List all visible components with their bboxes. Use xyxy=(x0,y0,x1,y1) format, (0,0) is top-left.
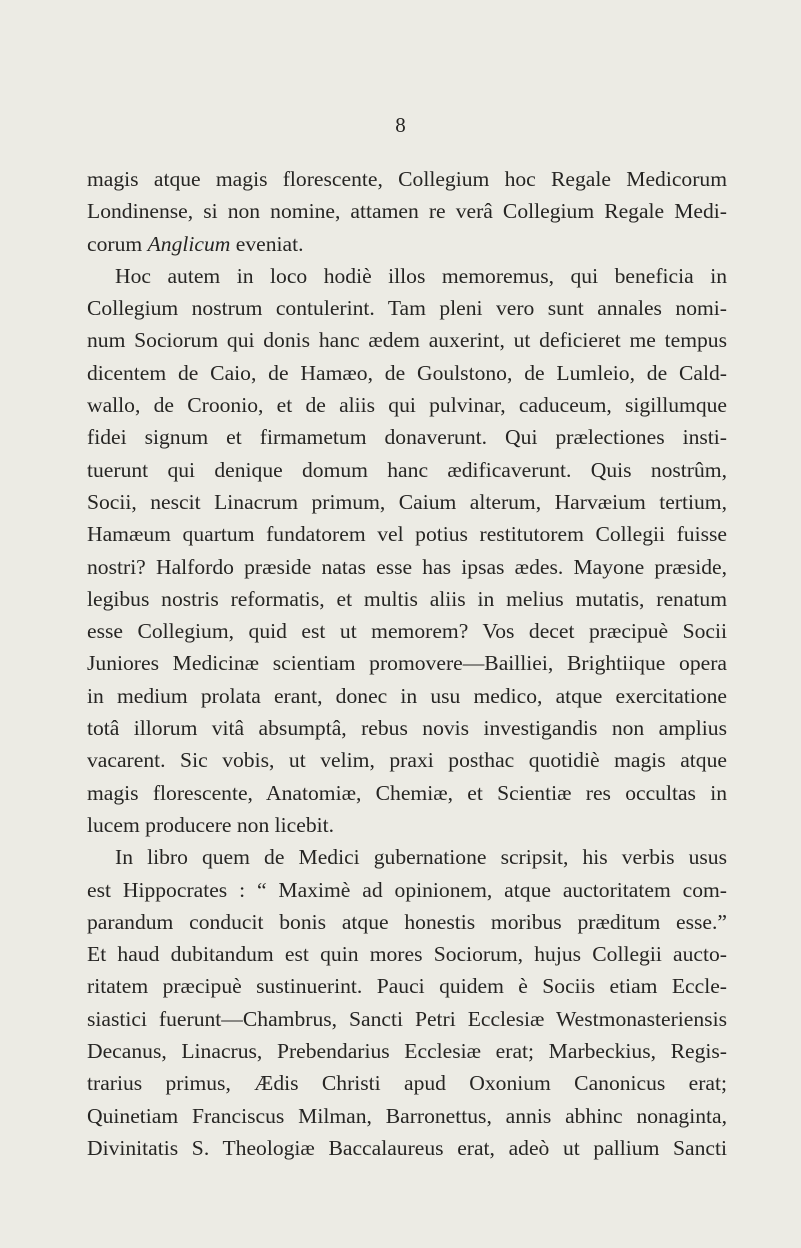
text-line: magis atque magis florescente, Collegium hoc Regale Medicorum xyxy=(87,167,727,191)
text-line: siastici fuerunt—Chambrus, Sancti Petri Ecclesiæ Westmonasteriensis xyxy=(87,1006,727,1031)
paragraph-first-line: In libro quem de Medici gubernatione scripsit, his verbis usus xyxy=(115,845,727,870)
paragraph-first-line: Hoc autem in loco hodiè illos memoremus, qui beneficia in xyxy=(115,263,727,288)
text-line: Socii, nescit Linacrum primum, Caium alterum, Harvæium tertium, xyxy=(87,489,727,514)
text-line: magis florescente, Anatomiæ, Chemiæ, et Scientiæ res occultas in xyxy=(87,780,727,805)
text-line: Quinetiam Franciscus Milman, Barronettus, annis abhinc nonaginta, xyxy=(87,1103,727,1128)
text-line: tuerunt qui denique domum hanc ædificaverunt. Quis nostrûm, xyxy=(87,457,727,482)
text-line: trarius primus, Ædis Christi apud Oxonium Canonicus erat; xyxy=(87,1071,727,1096)
text-line: Et haud dubitandum est quin mores Sociorum, hujus Collegii aucto- xyxy=(87,942,727,967)
text-line: est Hippocrates : “ Maximè ad opinionem, atque auctoritatem com- xyxy=(87,877,727,902)
text-line: in medium prolata erant, donec in usu medico, atque exercitatione xyxy=(87,683,727,708)
page-number: 8 xyxy=(395,113,406,137)
text-line: parandum conducit bonis atque honestis moribus præditum esse.” xyxy=(87,909,727,934)
text-line: fidei signum et firmametum donaverunt. Qui prælectiones insti- xyxy=(87,425,727,450)
text-line: Londinense, si non nomine, attamen re verâ Collegium Regale Medi- xyxy=(87,199,727,224)
body-text xyxy=(87,163,727,1164)
text-line: vacarent. Sic vobis, ut velim, praxi posthac quotidiè magis atque xyxy=(87,748,727,773)
text-line: Divinitatis S. Theologiæ Baccalaureus erat, adeò ut pallium Sancti xyxy=(87,1135,727,1160)
text-line: legibus nostris reformatis, et multis aliis in melius mutatis, renatum xyxy=(87,586,727,611)
text-line: lucem producere non licebit. xyxy=(87,812,335,837)
text-line: nostri? Halfordo præside natas esse has ipsas ædes. Mayone præside, xyxy=(87,554,727,579)
text-line: Collegium nostrum contulerint. Tam pleni vero sunt annales nomi- xyxy=(87,296,727,321)
italic-word: Anglicum xyxy=(147,231,231,256)
text-line: ritatem præcipuè sustinuerint. Pauci quidem è Sociis etiam Eccle- xyxy=(87,974,727,999)
text-line: Decanus, Linacrus, Prebendarius Ecclesiæ erat; Marbeckius, Regis- xyxy=(87,1039,727,1064)
text-line: wallo, de Croonio, et de aliis qui pulvinar, caduceum, sigillumque xyxy=(87,393,727,418)
text-line: Juniores Medicinæ scientiam promovere—Bailliei, Brightiique opera xyxy=(87,651,727,676)
text-line: esse Collegium, quid est ut memorem? Vos decet præcipuè Socii xyxy=(87,619,727,644)
text-line: totâ illorum vitâ absumptâ, rebus novis investigandis non amplius xyxy=(87,716,727,741)
text-line: num Sociorum qui donis hanc ædem auxerint, ut deficieret me tempus xyxy=(87,328,727,353)
text-line: corum Anglicum eveniat. xyxy=(87,231,304,256)
text-line: Hamæum quartum fundatorem vel potius restitutorem Collegii fuisse xyxy=(87,522,727,547)
text-line: dicentem de Caio, de Hamæo, de Goulstono, de Lumleio, de Cald- xyxy=(87,360,727,385)
